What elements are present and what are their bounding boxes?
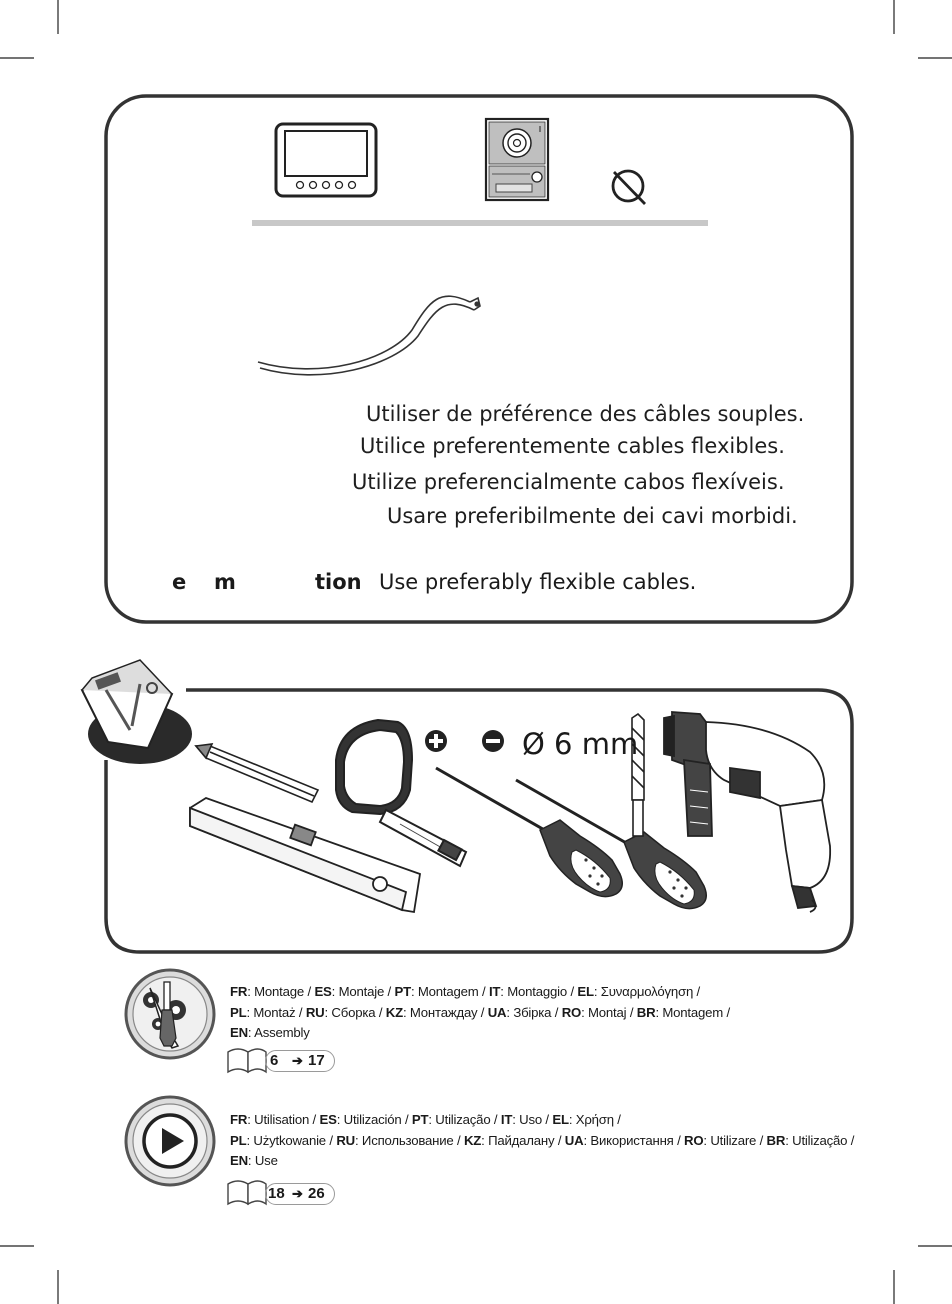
en-fragment-b: m <box>214 570 236 594</box>
lang-code: IT <box>488 984 501 999</box>
lang-code: PT <box>394 984 411 999</box>
lang-label: : Montaj / <box>581 1004 637 1020</box>
use-line-2 <box>230 1131 854 1152</box>
assembly-languages <box>230 982 730 1044</box>
use-badge <box>126 1097 214 1185</box>
page-to: 26 <box>308 1185 325 1202</box>
cable-text-it: Usare preferibilmente dei cavi morbidi. <box>387 504 798 528</box>
use-line-1 <box>230 1110 854 1131</box>
lang-code: BR <box>636 1004 656 1020</box>
cable-text-fr: Utiliser de préférence des câbles souples. <box>366 402 805 426</box>
lang-label: : Montage / <box>247 984 315 999</box>
lang-label: : Utilização / <box>428 1112 501 1127</box>
lang-label: : Montaje / <box>331 984 395 999</box>
pencil-icon <box>196 744 318 802</box>
lang-code: PT <box>411 1112 429 1127</box>
assembly-badge <box>126 970 214 1058</box>
lang-code: ES <box>319 1112 337 1127</box>
lang-code: EN <box>230 1153 248 1168</box>
page-from: 6 <box>270 1052 279 1069</box>
use-languages <box>230 1110 854 1172</box>
lang-label: : Assembly <box>247 1025 310 1040</box>
lang-code: ES <box>314 984 332 999</box>
lang-label: : Montaggio / <box>500 984 578 999</box>
en-fragment-a: e <box>172 570 187 594</box>
lang-code: KZ <box>385 1004 403 1020</box>
assembly-page-range[interactable] <box>265 1050 335 1072</box>
assembly-line-1 <box>230 982 730 1003</box>
connection-bar <box>252 220 708 226</box>
lang-label: : Пайдалану / <box>481 1132 565 1148</box>
lang-code: EN <box>230 1025 248 1040</box>
assembly-line-2 <box>230 1003 730 1024</box>
toolbox-icon <box>82 660 192 764</box>
lang-code: BR <box>766 1132 786 1148</box>
drill-diameter-label: Ø 6 mm <box>522 727 639 761</box>
lang-label: : Użytkowanie / <box>246 1132 337 1148</box>
lang-label: : Montaż / <box>246 1004 306 1020</box>
lang-code: PL <box>230 1132 247 1148</box>
lang-label: : Χρήση / <box>568 1112 621 1127</box>
lang-label: : Utilização / <box>785 1132 855 1148</box>
book-icon <box>228 1181 266 1204</box>
use-page-range[interactable] <box>265 1183 335 1205</box>
lang-label: : Use <box>247 1153 278 1168</box>
lang-code: RO <box>684 1132 704 1148</box>
lang-code: IT <box>500 1112 513 1127</box>
lang-code: PL <box>230 1004 247 1020</box>
arrow-icon: ➔ <box>292 1186 303 1201</box>
lang-label: : Utilizare / <box>703 1132 767 1148</box>
use-line-3 <box>230 1151 854 1172</box>
lang-code: FR <box>230 984 248 999</box>
cable-text-es: Utilice preferentemente cables flexibles. <box>360 434 785 458</box>
monitor-icon <box>276 124 376 196</box>
en-text: Use preferably flexible cables. <box>379 570 697 594</box>
lang-label: : Сборка / <box>324 1004 386 1020</box>
lang-code: RU <box>336 1132 355 1148</box>
lang-label: : Збірка / <box>506 1004 562 1020</box>
page-to: 17 <box>308 1052 325 1069</box>
lang-code: UA <box>487 1004 507 1020</box>
no-symbol-icon <box>613 171 645 204</box>
assembly-line-3 <box>230 1023 730 1044</box>
lang-label: : Montagem / <box>410 984 489 999</box>
arrow-icon: ➔ <box>292 1053 303 1068</box>
lang-label: : Συναρμολόγηση / <box>593 984 701 999</box>
cable-text-pt: Utilize preferencialmente cabos flexíveis. <box>352 470 785 494</box>
lang-code: UA <box>564 1132 584 1148</box>
lang-label: : Utilización / <box>336 1112 412 1127</box>
lang-code: RU <box>305 1004 325 1020</box>
en-fragment-c: tion <box>315 570 362 594</box>
cable-text-en <box>172 570 697 594</box>
cable-panel-frame <box>106 96 852 622</box>
lang-code: EL <box>552 1112 569 1127</box>
lang-code: FR <box>230 1112 248 1127</box>
lang-code: KZ <box>463 1132 482 1148</box>
lang-label: : Использование / <box>355 1132 464 1148</box>
lang-label: : Uso / <box>512 1112 553 1127</box>
lang-label: : Utilisation / <box>247 1112 320 1127</box>
lang-code: RO <box>561 1004 582 1020</box>
book-icon <box>228 1049 266 1072</box>
lang-label: : Montagem / <box>655 1004 730 1020</box>
lang-code: EL <box>577 984 594 999</box>
lang-label: : Використання / <box>583 1132 684 1148</box>
door-station-icon <box>486 119 548 200</box>
lang-label: : Монтаждау / <box>402 1004 488 1020</box>
flexible-cable-icon <box>258 296 480 375</box>
page-from: 18 <box>268 1185 285 1202</box>
